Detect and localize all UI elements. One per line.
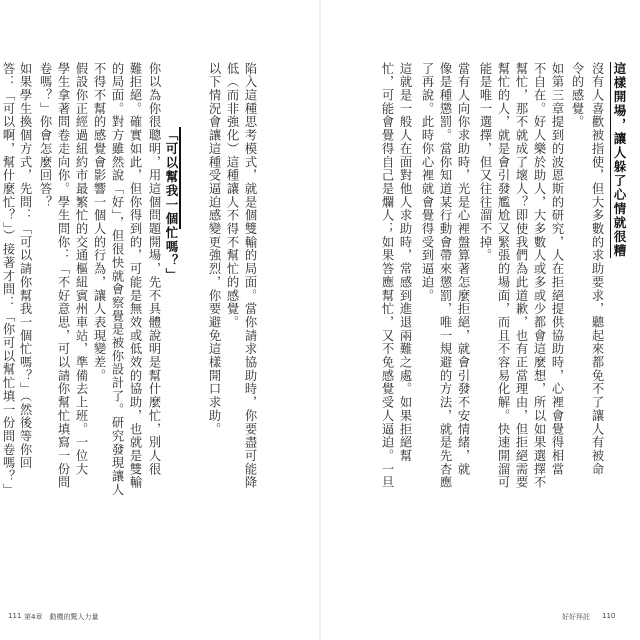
section-heading: 這樣開場，讓人躲了心情就很糟 [612,62,627,258]
body-column: 不得不幫的感覺會影響一個人的行為，讓人表現變差。 [92,62,106,383]
body-column: 沒有人喜歡被指使，但大多數的求助要求，聽起來都免不了讓人有被命 [590,62,604,476]
running-footer-title: 第4章 動機的驚人力量 [24,613,99,621]
body-column: 不自在。好人樂於助人，大多數人或多或少都會這麼想，所以如果選擇不 [532,62,546,490]
body-column: 的局面。對方雖然說「好」，但很快就會察覺是被你設計了。研究發現讓人 [110,62,124,497]
page-number: 111 [8,612,22,620]
body-column: 能是唯一選擇，但又往往溜不掉。 [478,62,492,263]
body-column: 答：「可以啊，幫什麼忙？」）接著才問：「你可以幫忙填一份問卷嗎？」 [1,62,15,497]
body-column: 像是種懲罰。當你知道某行動會帶來懲罰，唯一規避的方法，就是先杏應 [438,62,452,490]
body-column: 難拒絕。確實如此，但你得到的，可能是無效或低效的協助，也就是雙輸 [128,62,142,490]
body-column: 忙，可能會覺得自己是爛人；如果答應幫忙，又不免感覺受人逼迫。一旦 [380,62,394,490]
body-column: 你以為你很聰明，用這個問題開場，先不具體說明是幫什麼忙，別人很 [147,62,161,476]
page-number: 110 [602,612,616,620]
body-column: 假設你正經過紐約市最繁忙的交通樞紐賓州車站，準備去上班。一位大 [74,62,88,476]
body-column: 令的感覺。 [570,62,584,129]
subheading: 「可以幫我一個忙嗎？」 [164,128,179,282]
body-column: 幫忙的人，就是會引發尷尬又緊張的場面，而且不容易化解。快速開溜可 [496,62,510,490]
body-column: 學生拿著問卷走向你。學生問你：「不好意思，可以請你幫忙填寫一份問 [56,62,70,490]
body-column: 了再說。此時你心裡就會覺得受到逼迫。 [420,62,434,303]
body-column: 陷入這種思考模式，就是個雙輸的局面。當你請求協助時，你要盡可能降 [243,62,257,490]
body-column: 如果學生換個方式，先問：「可以請你幫我一個忙嗎？」（然後等你回 [18,62,32,470]
body-column: 當有人向你求助時，光是心裡盤算著怎麼拒絕，就會引發不安情緒，就 [456,62,470,476]
body-column: 如第三章提到的波恩斯的研究，人在拒絕提供協助時，心裡會覺得相當 [550,62,564,476]
body-column: 低（而非強化）這種讓人不得不幫忙的感覺。 [225,62,239,329]
right-page [320,0,640,640]
body-column: 幫忙，那不就成了壞人？即使我們為此道歉，也有正當理由，但拒絕需要 [514,62,528,490]
running-footer-title: 好好拜託 [562,613,590,621]
body-column: 卷嗎？」你會怎麼回答？ [38,62,52,209]
body-column: 這就是一般人在面對他人求助時，常感到進退兩難之處。如果拒絕幫 [398,62,412,463]
body-column: 以下情況會讓這種受逼迫感變更強烈，你要避免這樣開口求助。 [207,62,221,436]
